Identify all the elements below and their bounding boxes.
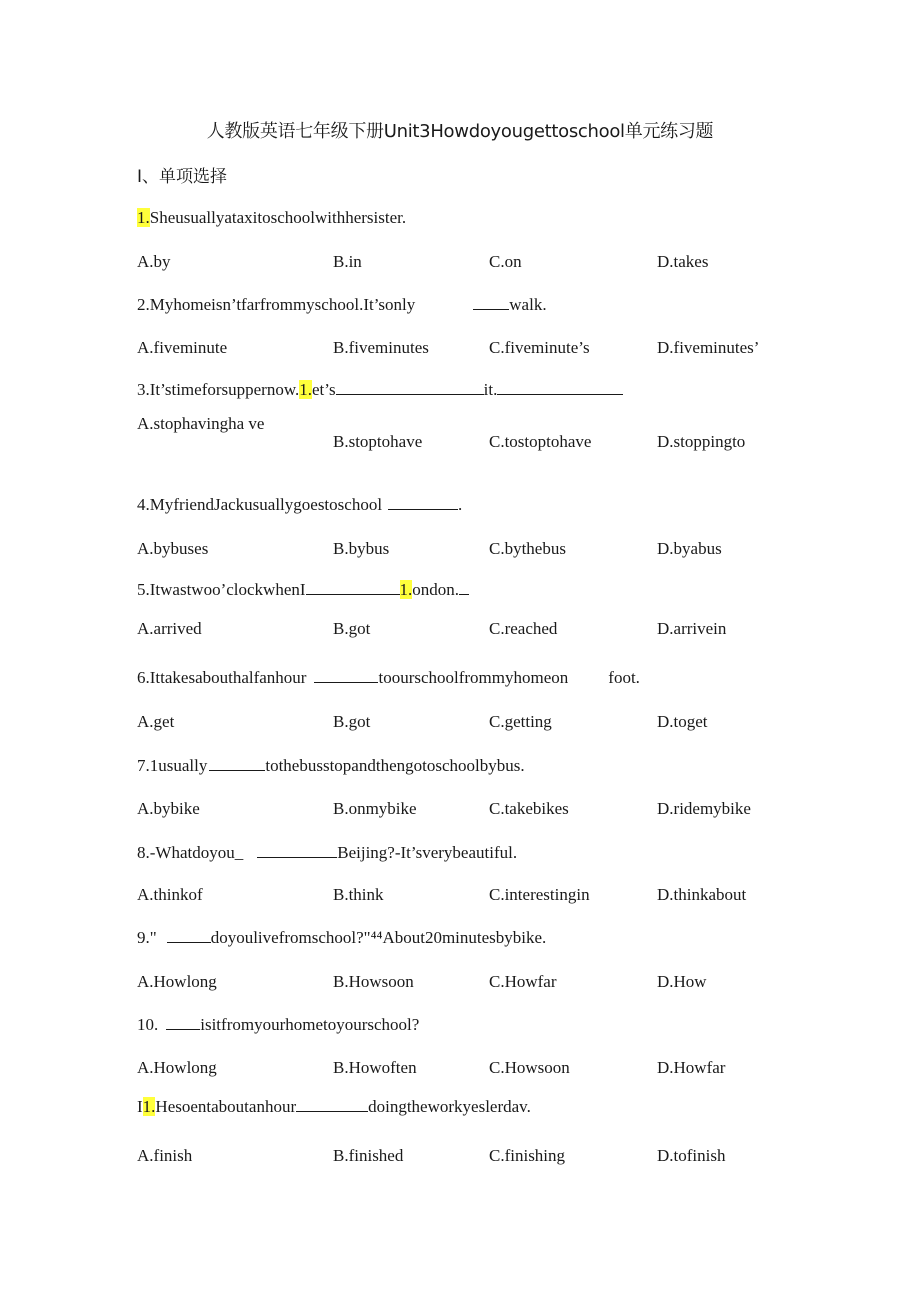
page-title: 人教版英语七年级下册Unit3Howdoyougettoschool单元练习题 — [206, 121, 714, 142]
answer-blank — [459, 580, 469, 595]
answer-blank — [388, 495, 458, 510]
question-text: 5.Itwastwoo’clockwhenI — [137, 580, 306, 599]
answer-blank — [497, 380, 623, 395]
section-heading: Ⅰ、单项选择 — [137, 167, 228, 187]
option-c: C.tostoptohave — [489, 432, 592, 451]
option-c: C.takebikes — [489, 799, 569, 818]
option-c: C.fiveminute’s — [489, 338, 590, 357]
question-text: 3.It’stimeforsuppernow. — [137, 380, 300, 399]
option-d: D.byabus — [657, 539, 722, 558]
question-text: 10. — [137, 1015, 159, 1034]
option-a: A.stophavingha ve — [137, 414, 265, 433]
question-text: 7.1usually — [137, 756, 208, 775]
question-tail: it. — [483, 380, 498, 399]
option-a: A.Howlong — [137, 1058, 217, 1077]
option-c: C.getting — [489, 712, 552, 731]
question-1 — [137, 208, 406, 228]
option-b: B.finished — [333, 1146, 404, 1165]
option-d: D.How — [657, 972, 707, 991]
question-text: Hesoentaboutanhour — [155, 1097, 297, 1116]
option-d: D.Howfar — [657, 1058, 726, 1077]
option-d: D.toget — [657, 712, 708, 731]
question-tail: Beijing?-It’sverybeautiful. — [337, 843, 518, 862]
option-a: A.thinkof — [137, 885, 203, 904]
question-5 — [137, 580, 469, 600]
option-b: B.Howsoon — [333, 972, 414, 991]
question-tail: doingtheworkyeslerdav. — [368, 1097, 531, 1116]
question-2 — [137, 295, 547, 315]
answer-blank — [209, 756, 265, 771]
option-b: B.bybus — [333, 539, 390, 558]
highlight: 1. — [142, 1097, 156, 1116]
question-text-2: et’s — [312, 380, 336, 399]
option-a: A.fiveminute — [137, 338, 228, 357]
option-d: D.thinkabout — [657, 885, 747, 904]
question-tail: walk. — [509, 295, 547, 314]
answer-blank — [306, 580, 400, 595]
option-c: C.Howsoon — [489, 1058, 570, 1077]
option-b: B.think — [333, 885, 384, 904]
highlight: 1. — [399, 580, 413, 599]
option-c: C.interestingin — [489, 885, 590, 904]
option-d: D.arrivein — [657, 619, 727, 638]
question-tail: ondon. — [412, 580, 460, 599]
option-a: A.Howlong — [137, 972, 217, 991]
question-tail: doyoulivefromschool?"⁴⁴About20minutesbybike. — [210, 928, 547, 947]
option-b: B.Howoften — [333, 1058, 417, 1077]
question-3 — [137, 380, 623, 400]
option-a: A.bybike — [137, 799, 200, 818]
question-text: 8.-Whatdoyou_ — [137, 843, 244, 862]
question-prefix: I — [137, 1097, 143, 1116]
question-text: 2.Myhomeisn’tfarfrommyschool.It’sonly — [137, 295, 416, 314]
question-tail: tothebusstopandthengotoschoolbybus. — [265, 756, 525, 775]
option-c: C.bythebus — [489, 539, 566, 558]
highlight: 1. — [299, 380, 313, 399]
option-c: C.finishing — [489, 1146, 566, 1165]
option-b: B.onmybike — [333, 799, 417, 818]
option-b: B.stoptohave — [333, 432, 423, 451]
option-b: B.got — [333, 619, 371, 638]
question-tail-2: foot. — [608, 668, 640, 687]
question-9 — [137, 928, 546, 948]
answer-blank — [166, 1015, 200, 1030]
question-tail: isitfromyourhometoyourschool? — [200, 1015, 420, 1034]
question-text: 6.Ittakesabouthalfanhour — [137, 668, 307, 687]
option-a: A.by — [137, 252, 171, 271]
question-4 — [137, 495, 462, 515]
option-d: D.stoppingto — [657, 432, 746, 451]
option-b: B.fiveminutes — [333, 338, 429, 357]
option-a: A.bybuses — [137, 539, 209, 558]
question-10 — [137, 1015, 419, 1035]
answer-blank — [167, 928, 211, 943]
option-d: D.fiveminutes’ — [657, 338, 760, 357]
answer-blank — [257, 843, 337, 858]
question-tail: . — [458, 495, 463, 514]
option-c: C.reached — [489, 619, 558, 638]
answer-blank — [473, 295, 509, 310]
option-a: A.arrived — [137, 619, 202, 638]
option-a: A.finish — [137, 1146, 193, 1165]
option-b: B.in — [333, 252, 362, 271]
answer-blank — [296, 1097, 368, 1112]
question-8 — [137, 843, 517, 863]
option-c: C.Howfar — [489, 972, 557, 991]
question-text: Sheusuallyataxitoschoolwithhersister. — [149, 208, 407, 227]
option-d: D.ridemybike — [657, 799, 751, 818]
question-7 — [137, 756, 525, 776]
option-c: C.on — [489, 252, 522, 271]
answer-blank — [314, 668, 378, 683]
question-text: 4.MyfriendJackusuallygoestoschool — [137, 495, 383, 514]
option-d: D.tofinish — [657, 1146, 726, 1165]
highlight: 1. — [137, 208, 150, 227]
question-11 — [137, 1097, 531, 1117]
option-b: B.got — [333, 712, 371, 731]
question-6 — [137, 668, 640, 688]
answer-blank — [336, 380, 484, 395]
option-d: D.takes — [657, 252, 709, 271]
option-a: A.get — [137, 712, 175, 731]
question-text: 9." — [137, 928, 157, 947]
question-tail: toourschoolfrommyhomeon — [378, 668, 569, 687]
